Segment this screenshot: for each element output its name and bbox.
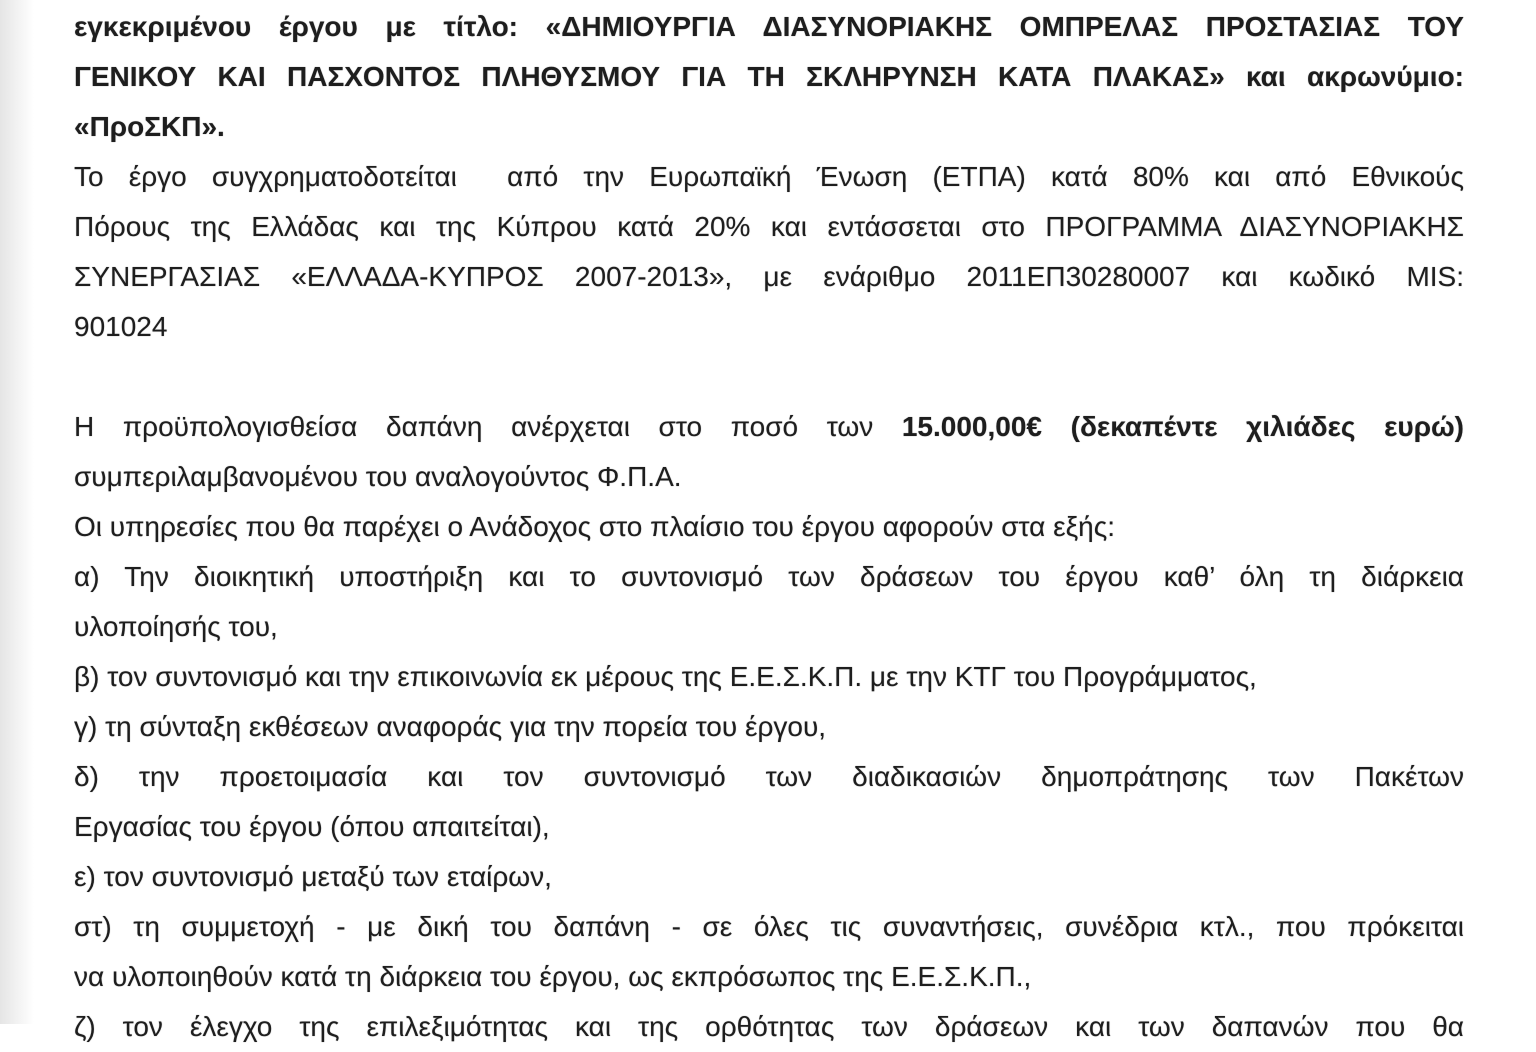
text-line-item-e: ε) τον συντονισμό μεταξύ των εταίρων, (74, 861, 552, 892)
text-line-funding-3: ΣΥΝΕΡΓΑΣΙΑΣ «ΕΛΛΑΔΑ-ΚΥΠΡΟΣ 2007-2013», με ενάριθμο 2011ΕΠ30280007 και κωδικό MIS: (74, 261, 1464, 292)
text-line-item-c: γ) τη σύνταξη εκθέσεων αναφοράς για την πορεία του έργου, (74, 711, 827, 742)
text-line-acronym: «ΠροΣΚΠ». (74, 111, 225, 142)
scan-edge-shadow (0, 0, 34, 1024)
text-line-item-b: β) τον συντονισμό και την επικοινωνία εκ μέρους της Ε.Ε.Σ.Κ.Π. με την ΚΤΓ του Προγράμματος, (74, 661, 1257, 692)
text-line-item-d-2: Εργασίας του έργου (όπου απαιτείται), (74, 811, 550, 842)
text-line-services-intro: Οι υπηρεσίες που θα παρέχει ο Ανάδοχος στο πλαίσιο του έργου αφορούν στα εξής: (74, 511, 1115, 542)
text-line-funding-1: Το έργο συγχρηματοδοτείται από την Ευρωπαϊκή Ένωση (ΕΤΠΑ) κατά 80% και από Εθνικούς (74, 161, 1464, 192)
budget-text: Η προϋπολογισθείσα δαπάνη ανέρχεται στο ποσό των (74, 411, 902, 442)
text-line-item-z: ζ) τον έλεγχο της επιλεξιμότητας και της ορθότητας των δράσεων και των δαπανών που θα (74, 1011, 1464, 1042)
blank-line (74, 352, 1464, 402)
text-line-item-st-1: στ) τη συμμετοχή - με δική του δαπάνη - σε όλες τις συναντήσεις, συνέδρια κτλ., που πρόκειται (74, 911, 1464, 942)
text-line-title-2: ΓΕΝΙΚΟΥ ΚΑΙ ΠΑΣΧΟΝΤΟΣ ΠΛΗΘΥΣΜΟΥ ΓΙΑ ΤΗ ΣΚΛΗΡΥΝΣΗ ΚΑΤΑ ΠΛΑΚΑΣ» και ακρωνύμιο: (74, 61, 1464, 92)
text-line-funding-2: Πόρους της Ελλάδας και της Κύπρου κατά 20% και εντάσσεται στο ΠΡΟΓΡΑΜΜΑ ΔΙΑΣΥΝΟΡΙΑΚΗΣ (74, 211, 1464, 242)
text-line-title-1: εγκεκριμένου έργου με τίτλο: «ΔΗΜΙΟΥΡΓΙΑ ΔΙΑΣΥΝΟΡΙΑΚΗΣ ΟΜΠΡΕΛΑΣ ΠΡΟΣΤΑΣΙΑΣ ΤΟΥ (74, 11, 1464, 42)
text-line-item-a-2: υλοποίησής του, (74, 611, 278, 642)
document-page (74, 2, 1464, 1052)
text-line-mis-code: 901024 (74, 311, 168, 342)
text-line-item-a-1: α) Την διοικητική υποστήριξη και το συντονισμό των δράσεων του έργου καθ’ όλη τη διάρκεια (74, 561, 1464, 592)
budget-amount: 15.000,00€ (δεκαπέντε χιλιάδες ευρώ) (901, 411, 1464, 442)
text-line-item-st-2: να υλοποιηθούν κατά τη διάρκεια του έργου, ως εκπρόσωπος της Ε.Ε.Σ.Κ.Π., (74, 961, 1032, 992)
text-line-budget (74, 402, 1464, 452)
text-line-vat: συμπεριλαμβανομένου του αναλογούντος Φ.Π.Α. (74, 461, 682, 492)
text-line-item-d-1: δ) την προετοιμασία και τον συντονισμό των διαδικασιών δημοπράτησης των Πακέτων (74, 761, 1464, 792)
